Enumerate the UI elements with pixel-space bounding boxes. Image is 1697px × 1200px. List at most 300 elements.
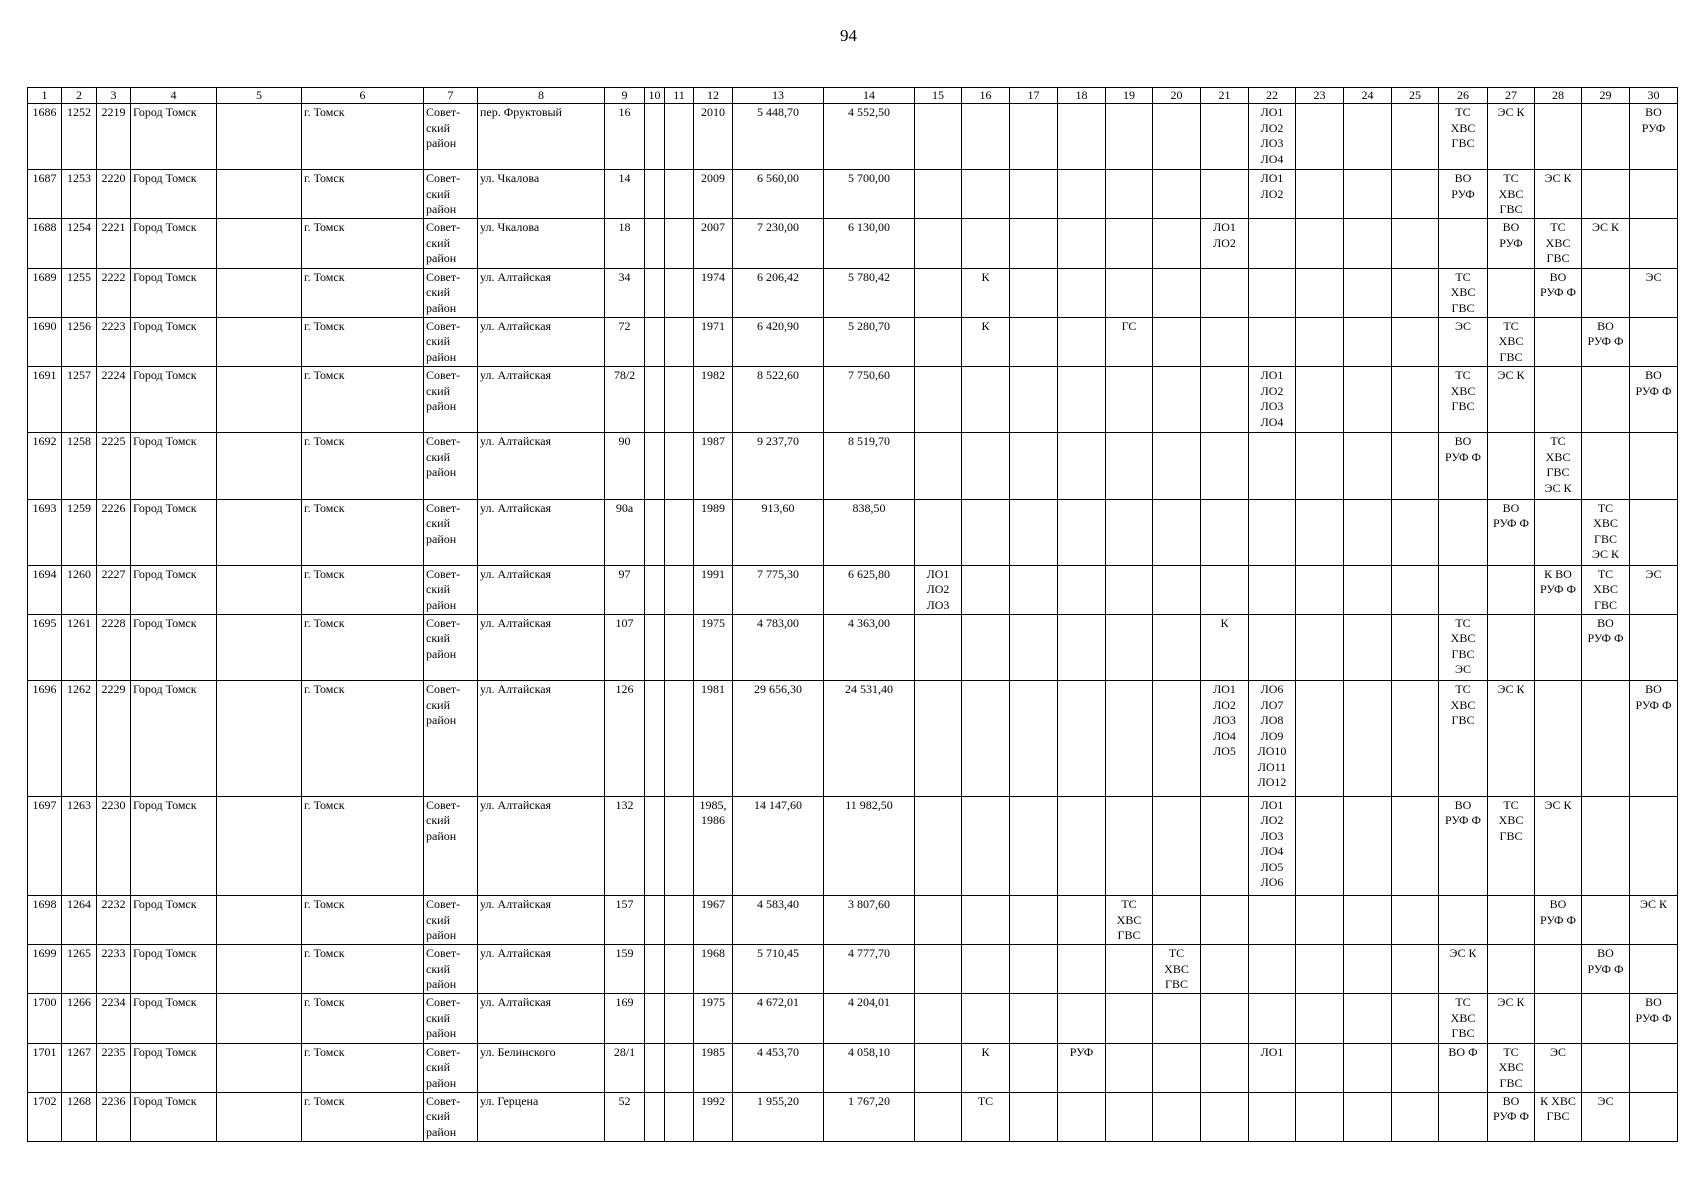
cell-col-13: 5 710,45 (733, 945, 824, 994)
cell-col-11 (665, 219, 694, 268)
column-header-1: 1 (28, 88, 62, 104)
cell-col-18 (1058, 268, 1106, 317)
cell-col-20 (1153, 219, 1201, 268)
cell-col-14: 4 777,70 (824, 945, 915, 994)
cell-col-15: ЛО1 ЛО2 ЛО3 (915, 565, 962, 614)
cell-col-24 (1344, 1043, 1392, 1092)
cell-col-4: Город Томск (131, 994, 217, 1043)
cell-col-8: ул. Белинского (478, 1043, 605, 1092)
cell-col-12: 1985, 1986 (694, 796, 733, 895)
cell-col-27: ЭС К (1488, 104, 1535, 170)
cell-col-7: Совет- ский район (424, 433, 478, 499)
cell-col-17 (1010, 1092, 1058, 1141)
cell-col-29 (1582, 367, 1630, 433)
cell-col-15 (915, 1092, 962, 1141)
cell-col-30 (1630, 433, 1678, 499)
cell-col-20 (1153, 1092, 1201, 1141)
cell-col-16: ТС (962, 1092, 1010, 1141)
cell-col-2: 1264 (62, 896, 97, 945)
table-row (28, 268, 1678, 317)
cell-col-22: ЛО1 (1249, 1043, 1296, 1092)
cell-col-30: ЭС К (1630, 896, 1678, 945)
cell-col-29: ВО РУФ Ф (1582, 317, 1630, 366)
cell-col-7: Совет- ский район (424, 614, 478, 680)
cell-col-30 (1630, 317, 1678, 366)
cell-col-15 (915, 681, 962, 796)
cell-col-9: 52 (605, 1092, 645, 1141)
cell-col-30 (1630, 170, 1678, 219)
cell-col-10 (645, 499, 665, 565)
cell-col-1: 1687 (28, 170, 62, 219)
cell-col-6: г. Томск (302, 945, 424, 994)
cell-col-14: 4 552,50 (824, 104, 915, 170)
cell-col-23 (1296, 1043, 1344, 1092)
column-header-17: 17 (1010, 88, 1058, 104)
cell-col-19 (1106, 499, 1153, 565)
cell-col-12: 1975 (694, 614, 733, 680)
cell-col-13: 4 453,70 (733, 1043, 824, 1092)
cell-col-14: 838,50 (824, 499, 915, 565)
cell-col-9: 18 (605, 219, 645, 268)
cell-col-25 (1392, 1092, 1439, 1141)
cell-col-6: г. Томск (302, 681, 424, 796)
header-row (28, 88, 1678, 104)
cell-col-9: 28/1 (605, 1043, 645, 1092)
cell-col-2: 1267 (62, 1043, 97, 1092)
cell-col-3: 2232 (97, 896, 131, 945)
cell-col-22: ЛО1 ЛО2 ЛО3 ЛО4 ЛО5 ЛО6 (1249, 796, 1296, 895)
cell-col-7: Совет- ский район (424, 945, 478, 994)
page-number: 94 (840, 26, 857, 45)
cell-col-9: 97 (605, 565, 645, 614)
cell-col-19 (1106, 565, 1153, 614)
cell-col-7: Совет- ский район (424, 317, 478, 366)
cell-col-6: г. Томск (302, 565, 424, 614)
cell-col-26 (1439, 565, 1488, 614)
cell-col-15 (915, 170, 962, 219)
cell-col-22 (1249, 268, 1296, 317)
cell-col-12: 2009 (694, 170, 733, 219)
column-header-16: 16 (962, 88, 1010, 104)
cell-col-8: ул. Алтайская (478, 614, 605, 680)
cell-col-10 (645, 433, 665, 499)
cell-col-27 (1488, 268, 1535, 317)
cell-col-11 (665, 317, 694, 366)
cell-col-5 (217, 170, 302, 219)
column-header-29: 29 (1582, 88, 1630, 104)
cell-col-3: 2221 (97, 219, 131, 268)
cell-col-24 (1344, 994, 1392, 1043)
cell-col-27: ТС ХВС ГВС (1488, 1043, 1535, 1092)
cell-col-13: 913,60 (733, 499, 824, 565)
cell-col-4: Город Томск (131, 681, 217, 796)
cell-col-19 (1106, 945, 1153, 994)
cell-col-1: 1690 (28, 317, 62, 366)
cell-col-3: 2222 (97, 268, 131, 317)
cell-col-18 (1058, 367, 1106, 433)
cell-col-18 (1058, 614, 1106, 680)
cell-col-26 (1439, 1092, 1488, 1141)
cell-col-22 (1249, 896, 1296, 945)
cell-col-30: ВО РУФ (1630, 104, 1678, 170)
cell-col-27: ТС ХВС ГВС (1488, 796, 1535, 895)
cell-col-1: 1702 (28, 1092, 62, 1141)
cell-col-19 (1106, 614, 1153, 680)
cell-col-9: 72 (605, 317, 645, 366)
cell-col-5 (217, 1092, 302, 1141)
table-row (28, 367, 1678, 433)
cell-col-26: ТС ХВС ГВС (1439, 681, 1488, 796)
cell-col-5 (217, 681, 302, 796)
cell-col-30 (1630, 614, 1678, 680)
cell-col-4: Город Томск (131, 170, 217, 219)
cell-col-20 (1153, 565, 1201, 614)
cell-col-3: 2228 (97, 614, 131, 680)
cell-col-15 (915, 317, 962, 366)
cell-col-3: 2230 (97, 796, 131, 895)
cell-col-18 (1058, 170, 1106, 219)
cell-col-23 (1296, 994, 1344, 1043)
cell-col-14: 5 780,42 (824, 268, 915, 317)
cell-col-6: г. Томск (302, 1043, 424, 1092)
cell-col-15 (915, 896, 962, 945)
cell-col-25 (1392, 796, 1439, 895)
cell-col-17 (1010, 104, 1058, 170)
cell-col-10 (645, 1092, 665, 1141)
table-row (28, 1043, 1678, 1092)
cell-col-10 (645, 565, 665, 614)
cell-col-8: ул. Алтайская (478, 994, 605, 1043)
cell-col-8: ул. Герцена (478, 1092, 605, 1141)
cell-col-27: ТС ХВС ГВС (1488, 170, 1535, 219)
cell-col-11 (665, 433, 694, 499)
cell-col-21: ЛО1 ЛО2 (1201, 219, 1249, 268)
cell-col-12: 2010 (694, 104, 733, 170)
cell-col-26: ВО РУФ Ф (1439, 433, 1488, 499)
cell-col-6: г. Томск (302, 499, 424, 565)
table-row (28, 994, 1678, 1043)
cell-col-18 (1058, 317, 1106, 366)
cell-col-22 (1249, 945, 1296, 994)
cell-col-30 (1630, 1043, 1678, 1092)
cell-col-10 (645, 170, 665, 219)
cell-col-21: К (1201, 614, 1249, 680)
cell-col-29: ЭС (1582, 1092, 1630, 1141)
cell-col-4: Город Томск (131, 896, 217, 945)
cell-col-17 (1010, 1043, 1058, 1092)
cell-col-8: ул. Алтайская (478, 433, 605, 499)
cell-col-27 (1488, 896, 1535, 945)
cell-col-13: 9 237,70 (733, 433, 824, 499)
cell-col-26 (1439, 219, 1488, 268)
cell-col-11 (665, 796, 694, 895)
cell-col-16 (962, 896, 1010, 945)
cell-col-11 (665, 104, 694, 170)
cell-col-22 (1249, 317, 1296, 366)
cell-col-4: Город Томск (131, 614, 217, 680)
cell-col-22 (1249, 565, 1296, 614)
cell-col-15 (915, 367, 962, 433)
cell-col-8: ул. Чкалова (478, 170, 605, 219)
column-header-30: 30 (1630, 88, 1678, 104)
cell-col-23 (1296, 896, 1344, 945)
cell-col-12: 1985 (694, 1043, 733, 1092)
cell-col-30 (1630, 1092, 1678, 1141)
cell-col-12: 1992 (694, 1092, 733, 1141)
cell-col-2: 1259 (62, 499, 97, 565)
cell-col-2: 1252 (62, 104, 97, 170)
cell-col-29 (1582, 994, 1630, 1043)
cell-col-5 (217, 614, 302, 680)
cell-col-23 (1296, 499, 1344, 565)
cell-col-11 (665, 945, 694, 994)
cell-col-9: 14 (605, 170, 645, 219)
cell-col-16 (962, 104, 1010, 170)
table-row (28, 499, 1678, 565)
cell-col-13: 14 147,60 (733, 796, 824, 895)
cell-col-8: ул. Алтайская (478, 317, 605, 366)
column-header-20: 20 (1153, 88, 1201, 104)
cell-col-13: 4 583,40 (733, 896, 824, 945)
cell-col-9: 107 (605, 614, 645, 680)
cell-col-2: 1266 (62, 994, 97, 1043)
cell-col-7: Совет- ский район (424, 367, 478, 433)
cell-col-9: 126 (605, 681, 645, 796)
cell-col-21 (1201, 945, 1249, 994)
cell-col-5 (217, 1043, 302, 1092)
cell-col-17 (1010, 499, 1058, 565)
cell-col-2: 1255 (62, 268, 97, 317)
cell-col-5 (217, 796, 302, 895)
cell-col-16 (962, 945, 1010, 994)
cell-col-23 (1296, 945, 1344, 994)
cell-col-24 (1344, 614, 1392, 680)
cell-col-29 (1582, 1043, 1630, 1092)
cell-col-21 (1201, 367, 1249, 433)
cell-col-7: Совет- ский район (424, 994, 478, 1043)
cell-col-10 (645, 1043, 665, 1092)
cell-col-14: 4 363,00 (824, 614, 915, 680)
cell-col-19 (1106, 1092, 1153, 1141)
cell-col-2: 1257 (62, 367, 97, 433)
cell-col-25 (1392, 219, 1439, 268)
cell-col-25 (1392, 499, 1439, 565)
cell-col-19 (1106, 681, 1153, 796)
cell-col-18 (1058, 565, 1106, 614)
cell-col-26: ТС ХВС ГВС (1439, 367, 1488, 433)
cell-col-24 (1344, 796, 1392, 895)
cell-col-24 (1344, 565, 1392, 614)
cell-col-10 (645, 317, 665, 366)
cell-col-22: ЛО1 ЛО2 ЛО3 ЛО4 (1249, 104, 1296, 170)
cell-col-30: ВО РУФ Ф (1630, 681, 1678, 796)
cell-col-13: 5 448,70 (733, 104, 824, 170)
cell-col-20 (1153, 104, 1201, 170)
table-row (28, 104, 1678, 170)
cell-col-16 (962, 614, 1010, 680)
cell-col-16 (962, 796, 1010, 895)
cell-col-27: ЭС К (1488, 681, 1535, 796)
table-row (28, 219, 1678, 268)
cell-col-5 (217, 367, 302, 433)
cell-col-18 (1058, 994, 1106, 1043)
cell-col-28: ТС ХВС ГВС (1535, 219, 1582, 268)
table-row (28, 681, 1678, 796)
cell-col-1: 1693 (28, 499, 62, 565)
cell-col-1: 1697 (28, 796, 62, 895)
cell-col-14: 5 700,00 (824, 170, 915, 219)
cell-col-10 (645, 945, 665, 994)
cell-col-29 (1582, 268, 1630, 317)
cell-col-5 (217, 945, 302, 994)
cell-col-24 (1344, 317, 1392, 366)
cell-col-17 (1010, 170, 1058, 219)
column-header-26: 26 (1439, 88, 1488, 104)
cell-col-4: Город Томск (131, 104, 217, 170)
cell-col-17 (1010, 268, 1058, 317)
cell-col-21 (1201, 317, 1249, 366)
cell-col-4: Город Томск (131, 317, 217, 366)
cell-col-12: 1968 (694, 945, 733, 994)
cell-col-2: 1256 (62, 317, 97, 366)
cell-col-30: ВО РУФ Ф (1630, 994, 1678, 1043)
cell-col-13: 8 522,60 (733, 367, 824, 433)
column-header-22: 22 (1249, 88, 1296, 104)
cell-col-6: г. Томск (302, 268, 424, 317)
column-header-13: 13 (733, 88, 824, 104)
cell-col-19 (1106, 268, 1153, 317)
cell-col-20 (1153, 796, 1201, 895)
cell-col-1: 1691 (28, 367, 62, 433)
cell-col-8: ул. Алтайская (478, 499, 605, 565)
cell-col-24 (1344, 896, 1392, 945)
cell-col-1: 1698 (28, 896, 62, 945)
cell-col-18 (1058, 681, 1106, 796)
cell-col-3: 2234 (97, 994, 131, 1043)
cell-col-8: ул. Алтайская (478, 681, 605, 796)
cell-col-1: 1696 (28, 681, 62, 796)
cell-col-17 (1010, 796, 1058, 895)
cell-col-23 (1296, 565, 1344, 614)
cell-col-16 (962, 219, 1010, 268)
cell-col-20: ТС ХВС ГВС (1153, 945, 1201, 994)
cell-col-2: 1261 (62, 614, 97, 680)
table-row (28, 896, 1678, 945)
cell-col-13: 6 560,00 (733, 170, 824, 219)
cell-col-26 (1439, 896, 1488, 945)
column-header-23: 23 (1296, 88, 1344, 104)
cell-col-11 (665, 994, 694, 1043)
cell-col-28: ВО РУФ Ф (1535, 896, 1582, 945)
cell-col-5 (217, 499, 302, 565)
cell-col-29: ТС ХВС ГВС (1582, 565, 1630, 614)
column-header-12: 12 (694, 88, 733, 104)
cell-col-25 (1392, 170, 1439, 219)
cell-col-13: 7 230,00 (733, 219, 824, 268)
cell-col-7: Совет- ский район (424, 170, 478, 219)
cell-col-14: 24 531,40 (824, 681, 915, 796)
cell-col-3: 2224 (97, 367, 131, 433)
cell-col-17 (1010, 614, 1058, 680)
cell-col-28: ЭС К (1535, 170, 1582, 219)
cell-col-27 (1488, 945, 1535, 994)
column-header-11: 11 (665, 88, 694, 104)
cell-col-12: 1991 (694, 565, 733, 614)
cell-col-4: Город Томск (131, 219, 217, 268)
cell-col-19 (1106, 170, 1153, 219)
cell-col-29: ТС ХВС ГВС ЭС К (1582, 499, 1630, 565)
column-header-15: 15 (915, 88, 962, 104)
cell-col-26: ТС ХВС ГВС (1439, 994, 1488, 1043)
cell-col-21 (1201, 796, 1249, 895)
cell-col-11 (665, 896, 694, 945)
column-header-2: 2 (62, 88, 97, 104)
cell-col-5 (217, 994, 302, 1043)
cell-col-20 (1153, 433, 1201, 499)
cell-col-23 (1296, 796, 1344, 895)
cell-col-9: 157 (605, 896, 645, 945)
cell-col-4: Город Томск (131, 499, 217, 565)
cell-col-11 (665, 1092, 694, 1141)
column-header-3: 3 (97, 88, 131, 104)
cell-col-8: пер. Фруктовый (478, 104, 605, 170)
column-header-7: 7 (424, 88, 478, 104)
cell-col-18 (1058, 796, 1106, 895)
cell-col-25 (1392, 896, 1439, 945)
cell-col-3: 2233 (97, 945, 131, 994)
cell-col-30: ЭС (1630, 268, 1678, 317)
cell-col-12: 1981 (694, 681, 733, 796)
cell-col-25 (1392, 433, 1439, 499)
cell-col-27 (1488, 614, 1535, 680)
cell-col-5 (217, 317, 302, 366)
column-header-18: 18 (1058, 88, 1106, 104)
cell-col-10 (645, 796, 665, 895)
table-row (28, 317, 1678, 366)
cell-col-3: 2225 (97, 433, 131, 499)
column-header-24: 24 (1344, 88, 1392, 104)
cell-col-3: 2227 (97, 565, 131, 614)
cell-col-12: 1967 (694, 896, 733, 945)
cell-col-23 (1296, 681, 1344, 796)
cell-col-13: 6 206,42 (733, 268, 824, 317)
cell-col-19 (1106, 433, 1153, 499)
cell-col-3: 2236 (97, 1092, 131, 1141)
cell-col-6: г. Томск (302, 104, 424, 170)
cell-col-28: ТС ХВС ГВС ЭС К (1535, 433, 1582, 499)
cell-col-24 (1344, 268, 1392, 317)
cell-col-16 (962, 433, 1010, 499)
table-row (28, 433, 1678, 499)
cell-col-17 (1010, 994, 1058, 1043)
cell-col-23 (1296, 367, 1344, 433)
cell-col-20 (1153, 317, 1201, 366)
cell-col-23 (1296, 268, 1344, 317)
cell-col-9: 169 (605, 994, 645, 1043)
cell-col-23 (1296, 317, 1344, 366)
cell-col-21 (1201, 1092, 1249, 1141)
cell-col-9: 78/2 (605, 367, 645, 433)
cell-col-15 (915, 499, 962, 565)
cell-col-5 (217, 219, 302, 268)
cell-col-21 (1201, 170, 1249, 219)
cell-col-21 (1201, 268, 1249, 317)
cell-col-24 (1344, 433, 1392, 499)
cell-col-12: 1987 (694, 433, 733, 499)
cell-col-23 (1296, 1092, 1344, 1141)
cell-col-11 (665, 565, 694, 614)
cell-col-30 (1630, 219, 1678, 268)
